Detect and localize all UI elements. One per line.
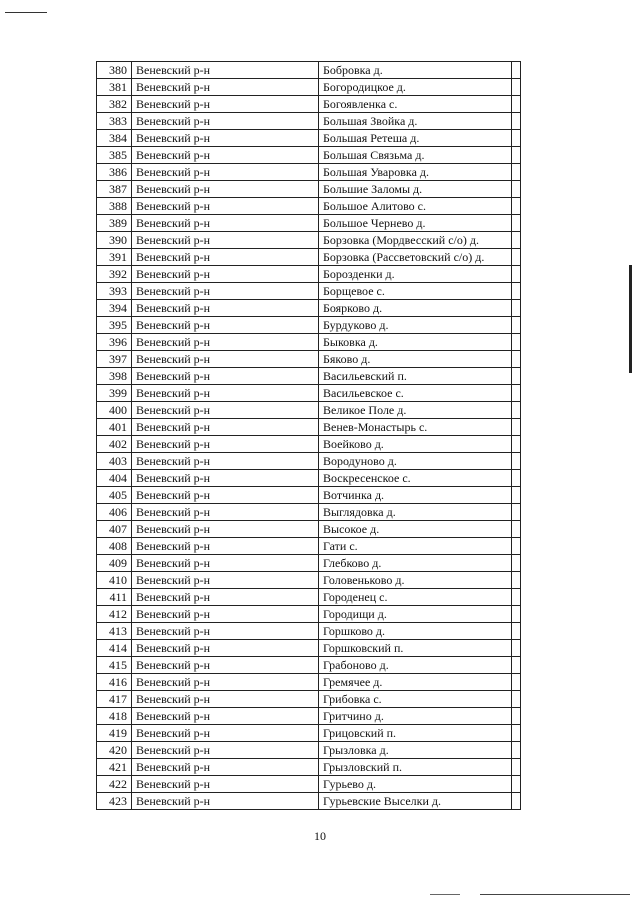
table-right-border [512, 470, 521, 487]
row-number: 405 [97, 487, 132, 504]
table-right-border [512, 385, 521, 402]
row-number: 417 [97, 691, 132, 708]
table-row [97, 79, 521, 96]
row-number: 420 [97, 742, 132, 759]
table-right-border [512, 793, 521, 810]
table-right-border [512, 419, 521, 436]
locality-cell: Вородуново д. [319, 453, 512, 470]
locality-cell: Бобровка д. [319, 62, 512, 79]
district-cell: Веневский р-н [132, 300, 319, 317]
row-number: 403 [97, 453, 132, 470]
locality-cell: Выглядовка д. [319, 504, 512, 521]
district-cell: Веневский р-н [132, 317, 319, 334]
table-right-border [512, 113, 521, 130]
table-right-border [512, 198, 521, 215]
table-row [97, 521, 521, 538]
row-number: 397 [97, 351, 132, 368]
district-cell: Веневский р-н [132, 538, 319, 555]
table-right-border [512, 62, 521, 79]
locality-cell: Гурьевские Выселки д. [319, 793, 512, 810]
district-cell: Веневский р-н [132, 232, 319, 249]
table-right-border [512, 334, 521, 351]
table-row [97, 198, 521, 215]
table-right-border [512, 436, 521, 453]
row-number: 394 [97, 300, 132, 317]
row-number: 411 [97, 589, 132, 606]
district-cell: Веневский р-н [132, 504, 319, 521]
district-cell: Веневский р-н [132, 793, 319, 810]
table-right-border [512, 300, 521, 317]
row-number: 419 [97, 725, 132, 742]
district-cell: Веневский р-н [132, 470, 319, 487]
table-right-border [512, 640, 521, 657]
table-body [97, 62, 521, 810]
table-row [97, 572, 521, 589]
table-right-border [512, 504, 521, 521]
district-cell: Веневский р-н [132, 147, 319, 164]
scan-edge-mark [629, 265, 632, 373]
locality-cell: Борщевое с. [319, 283, 512, 300]
locality-cell: Горшковский п. [319, 640, 512, 657]
table-right-border [512, 487, 521, 504]
table-right-border [512, 555, 521, 572]
row-number: 401 [97, 419, 132, 436]
row-number: 399 [97, 385, 132, 402]
table-right-border [512, 623, 521, 640]
table-row [97, 266, 521, 283]
row-number: 389 [97, 215, 132, 232]
table-row [97, 742, 521, 759]
table-row [97, 249, 521, 266]
table-right-border [512, 725, 521, 742]
table-right-border [512, 674, 521, 691]
locality-cell: Городенец с. [319, 589, 512, 606]
district-cell: Веневский р-н [132, 368, 319, 385]
table-row [97, 385, 521, 402]
row-number: 395 [97, 317, 132, 334]
row-number: 413 [97, 623, 132, 640]
row-number: 381 [97, 79, 132, 96]
district-cell: Веневский р-н [132, 572, 319, 589]
district-cell: Веневский р-н [132, 555, 319, 572]
table-row [97, 113, 521, 130]
table-right-border [512, 181, 521, 198]
table-right-border [512, 96, 521, 113]
district-cell: Веневский р-н [132, 402, 319, 419]
locality-cell: Гурьево д. [319, 776, 512, 793]
locality-cell: Грызловский п. [319, 759, 512, 776]
table-row [97, 368, 521, 385]
locality-cell: Боярково д. [319, 300, 512, 317]
row-number: 415 [97, 657, 132, 674]
table-right-border [512, 691, 521, 708]
table-row [97, 555, 521, 572]
locality-cell: Борозденки д. [319, 266, 512, 283]
district-cell: Веневский р-н [132, 334, 319, 351]
district-cell: Веневский р-н [132, 691, 319, 708]
table-row [97, 317, 521, 334]
table-right-border [512, 249, 521, 266]
locality-cell: Васильевский п. [319, 368, 512, 385]
table-row [97, 164, 521, 181]
row-number: 409 [97, 555, 132, 572]
table-right-border [512, 79, 521, 96]
district-cell: Веневский р-н [132, 725, 319, 742]
table-row [97, 351, 521, 368]
district-cell: Веневский р-н [132, 708, 319, 725]
table-row [97, 96, 521, 113]
table-right-border [512, 402, 521, 419]
district-cell: Веневский р-н [132, 657, 319, 674]
table-right-border [512, 368, 521, 385]
table-row [97, 776, 521, 793]
locality-cell: Гремячее д. [319, 674, 512, 691]
row-number: 388 [97, 198, 132, 215]
table-right-border [512, 317, 521, 334]
locality-cell: Борзовка (Мордвесский с/о) д. [319, 232, 512, 249]
table-right-border [512, 572, 521, 589]
district-cell: Веневский р-н [132, 674, 319, 691]
locality-cell: Гати с. [319, 538, 512, 555]
table-row [97, 215, 521, 232]
district-cell: Веневский р-н [132, 521, 319, 538]
locality-cell: Большая Связьма д. [319, 147, 512, 164]
table-row [97, 402, 521, 419]
locality-cell: Вотчинка д. [319, 487, 512, 504]
locality-cell: Грибовка с. [319, 691, 512, 708]
locality-cell: Венев-Монастырь с. [319, 419, 512, 436]
table-row [97, 232, 521, 249]
table-row [97, 504, 521, 521]
table-right-border [512, 759, 521, 776]
row-number: 412 [97, 606, 132, 623]
table-right-border [512, 147, 521, 164]
table-right-border [512, 266, 521, 283]
locality-cell: Бяково д. [319, 351, 512, 368]
table-row [97, 470, 521, 487]
row-number: 398 [97, 368, 132, 385]
district-cell: Веневский р-н [132, 385, 319, 402]
row-number: 383 [97, 113, 132, 130]
district-cell: Веневский р-н [132, 266, 319, 283]
locality-cell: Грызловка д. [319, 742, 512, 759]
table-right-border [512, 606, 521, 623]
table-right-border [512, 538, 521, 555]
table-row [97, 487, 521, 504]
district-cell: Веневский р-н [132, 589, 319, 606]
district-cell: Веневский р-н [132, 606, 319, 623]
locality-cell: Гритчино д. [319, 708, 512, 725]
locality-cell: Большая Звойка д. [319, 113, 512, 130]
locality-cell: Бурдуково д. [319, 317, 512, 334]
locality-cell: Грабоново д. [319, 657, 512, 674]
district-cell: Веневский р-н [132, 776, 319, 793]
district-cell: Веневский р-н [132, 164, 319, 181]
district-cell: Веневский р-н [132, 759, 319, 776]
locality-cell: Большое Алитово с. [319, 198, 512, 215]
bottom-rule [480, 894, 630, 895]
district-cell: Веневский р-н [132, 283, 319, 300]
row-number: 392 [97, 266, 132, 283]
table-right-border [512, 232, 521, 249]
district-cell: Веневский р-н [132, 487, 319, 504]
table-right-border [512, 521, 521, 538]
table-row [97, 62, 521, 79]
locality-cell: Горшково д. [319, 623, 512, 640]
row-number: 391 [97, 249, 132, 266]
locality-cell: Большое Чернево д. [319, 215, 512, 232]
table-row [97, 759, 521, 776]
row-number: 422 [97, 776, 132, 793]
locality-cell: Борзовка (Рассветовский с/о) д. [319, 249, 512, 266]
bottom-dash-mark [430, 894, 460, 895]
row-number: 404 [97, 470, 132, 487]
table-row [97, 538, 521, 555]
table-right-border [512, 215, 521, 232]
row-number: 418 [97, 708, 132, 725]
row-number: 382 [97, 96, 132, 113]
locality-table [96, 61, 521, 810]
row-number: 393 [97, 283, 132, 300]
table-right-border [512, 708, 521, 725]
table-right-border [512, 283, 521, 300]
table-right-border [512, 657, 521, 674]
district-cell: Веневский р-н [132, 215, 319, 232]
row-number: 410 [97, 572, 132, 589]
locality-cell: Великое Поле д. [319, 402, 512, 419]
district-cell: Веневский р-н [132, 436, 319, 453]
locality-cell: Городищи д. [319, 606, 512, 623]
table-right-border [512, 776, 521, 793]
locality-cell: Быковка д. [319, 334, 512, 351]
table-row [97, 436, 521, 453]
table-row [97, 725, 521, 742]
table-right-border [512, 742, 521, 759]
district-cell: Веневский р-н [132, 623, 319, 640]
table-row [97, 283, 521, 300]
locality-cell: Большие Заломы д. [319, 181, 512, 198]
row-number: 385 [97, 147, 132, 164]
district-cell: Веневский р-н [132, 742, 319, 759]
table-row [97, 640, 521, 657]
district-cell: Веневский р-н [132, 130, 319, 147]
table-row [97, 793, 521, 810]
table-row [97, 300, 521, 317]
district-cell: Веневский р-н [132, 113, 319, 130]
table-row [97, 606, 521, 623]
table-row [97, 691, 521, 708]
locality-cell: Воскресенское с. [319, 470, 512, 487]
row-number: 400 [97, 402, 132, 419]
row-number: 402 [97, 436, 132, 453]
row-number: 387 [97, 181, 132, 198]
row-number: 421 [97, 759, 132, 776]
row-number: 423 [97, 793, 132, 810]
locality-cell: Васильевское с. [319, 385, 512, 402]
table-row [97, 657, 521, 674]
row-number: 414 [97, 640, 132, 657]
row-number: 406 [97, 504, 132, 521]
table-row [97, 181, 521, 198]
table-row [97, 334, 521, 351]
row-number: 408 [97, 538, 132, 555]
table-right-border [512, 164, 521, 181]
table-right-border [512, 453, 521, 470]
row-number: 380 [97, 62, 132, 79]
district-cell: Веневский р-н [132, 249, 319, 266]
district-cell: Веневский р-н [132, 198, 319, 215]
locality-cell: Воейково д. [319, 436, 512, 453]
top-margin-mark [5, 12, 47, 13]
locality-cell: Богоявленка с. [319, 96, 512, 113]
locality-cell: Грицовский п. [319, 725, 512, 742]
table-row [97, 708, 521, 725]
district-cell: Веневский р-н [132, 640, 319, 657]
district-cell: Веневский р-н [132, 419, 319, 436]
row-number: 416 [97, 674, 132, 691]
page-number: 10 [314, 829, 326, 843]
locality-cell: Глебково д. [319, 555, 512, 572]
district-cell: Веневский р-н [132, 79, 319, 96]
table-row [97, 453, 521, 470]
table-row [97, 589, 521, 606]
district-cell: Веневский р-н [132, 62, 319, 79]
row-number: 384 [97, 130, 132, 147]
locality-cell: Высокое д. [319, 521, 512, 538]
table-row [97, 419, 521, 436]
row-number: 386 [97, 164, 132, 181]
locality-cell: Большая Ретеша д. [319, 130, 512, 147]
district-cell: Веневский р-н [132, 351, 319, 368]
table-right-border [512, 351, 521, 368]
district-cell: Веневский р-н [132, 96, 319, 113]
row-number: 390 [97, 232, 132, 249]
table-row [97, 674, 521, 691]
locality-cell: Богородицкое д. [319, 79, 512, 96]
district-cell: Веневский р-н [132, 453, 319, 470]
table-right-border [512, 130, 521, 147]
table-row [97, 623, 521, 640]
table-row [97, 130, 521, 147]
table-row [97, 147, 521, 164]
row-number: 396 [97, 334, 132, 351]
locality-cell: Головеньково д. [319, 572, 512, 589]
row-number: 407 [97, 521, 132, 538]
locality-cell: Большая Уваровка д. [319, 164, 512, 181]
table-right-border [512, 589, 521, 606]
district-cell: Веневский р-н [132, 181, 319, 198]
